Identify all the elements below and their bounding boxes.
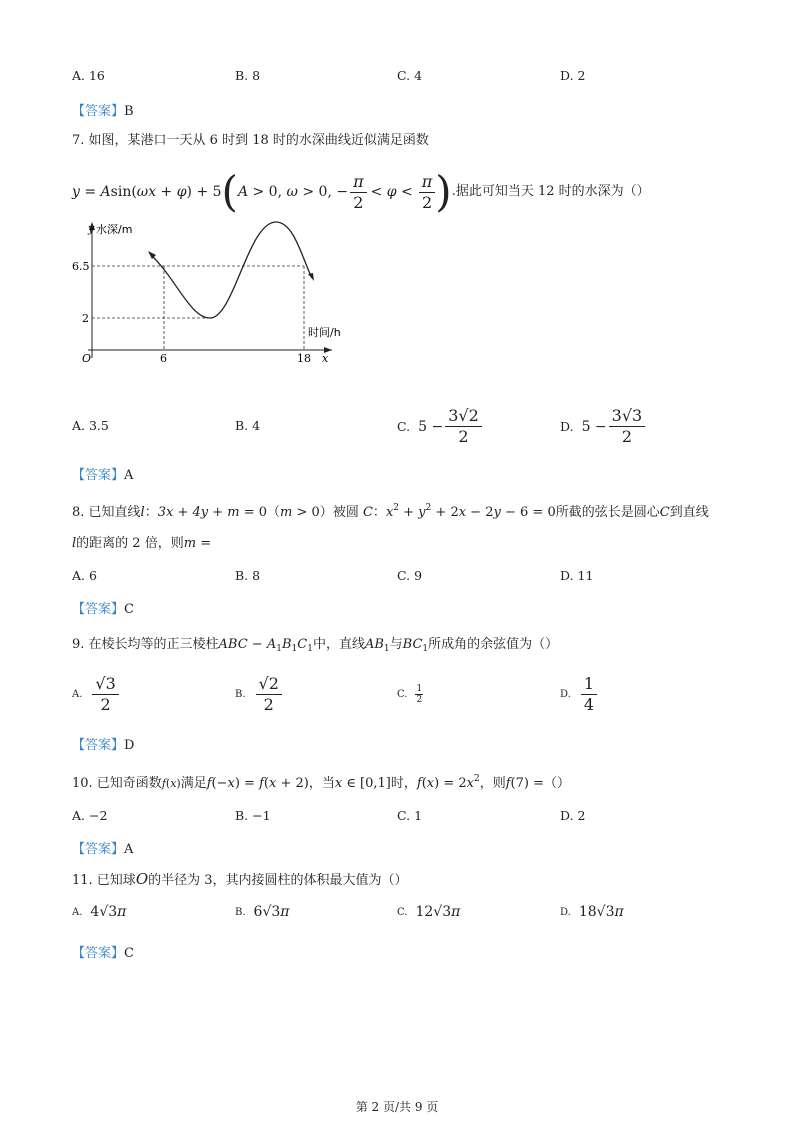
option-label: A. −2	[72, 808, 108, 823]
q9-option-d	[560, 674, 597, 715]
q7-formula: y = Asin(ωx + φ) + 5	[72, 184, 222, 200]
option-label: D. 2	[560, 68, 586, 83]
q7-stem-tail: .据此可知当天 12 时的水深为（）	[451, 184, 650, 199]
q9-prism: ABC − $A_1B_1C_1$	[218, 637, 313, 654]
q10-eq2: $f(x) = 2x^2$	[416, 774, 480, 791]
option-label: B. 4	[235, 418, 261, 433]
q7-option-c	[397, 406, 482, 447]
q11-answer	[72, 942, 134, 961]
q8-option-a	[72, 568, 97, 583]
answer-tag: 【答案】	[72, 602, 125, 617]
option-frac: $\frac{1}{2}$	[416, 684, 423, 705]
q7-option-a	[72, 418, 109, 433]
option-label: B. 8	[235, 568, 261, 583]
option-label: B. −1	[235, 808, 271, 823]
y-tick-low: 2	[82, 312, 89, 325]
q10-mid2: ，当	[308, 776, 335, 791]
q8-line2: 的距离的 2 倍，则	[76, 536, 184, 551]
option-label: C.	[397, 419, 411, 434]
paren-open: (	[221, 167, 238, 216]
q8-cond: （m > 0）	[267, 505, 333, 520]
q8-stem-line1	[72, 499, 709, 522]
answer-value: A	[124, 468, 134, 483]
q7-formula-line	[72, 167, 650, 216]
q8-circle-eq: $x^2 + y^2 + 2x - 2y - 6 = 0$	[385, 503, 556, 520]
q10-suffix: （）	[544, 776, 571, 791]
q7-option-b	[235, 418, 260, 433]
q9-option-a	[72, 674, 119, 715]
paren-close: )	[435, 167, 452, 216]
answer-value: C	[124, 946, 134, 961]
option-frac: $\frac{√3}{2}$	[92, 674, 118, 715]
answer-tag: 【答案】	[72, 946, 125, 961]
option-label: B.	[235, 689, 246, 700]
frac-pi-2: $\frac{\pi}{2}$	[419, 172, 436, 213]
q11-option-a	[72, 904, 126, 920]
option-label: A. 6	[72, 568, 97, 583]
answer-value: C	[124, 602, 134, 617]
q10-option-a	[72, 808, 107, 823]
q7-lt-phi: < φ <	[370, 184, 413, 200]
q8-colon2: ：	[372, 505, 386, 520]
q8-prefix: 8. 已知直线	[72, 505, 141, 520]
option-frac: $\frac{1}{4}$	[581, 674, 597, 715]
q9-mid2: 与	[389, 637, 403, 652]
q6-option-a	[72, 68, 105, 83]
answer-tag: 【答案】	[72, 842, 125, 857]
option-label: C.	[397, 689, 408, 700]
option-label: C.	[397, 906, 408, 918]
option-math: 5 −	[418, 418, 444, 435]
q10-option-d	[560, 808, 585, 823]
option-math: 18√3π	[578, 904, 624, 920]
q11-option-b	[235, 904, 289, 920]
q6-option-c	[397, 68, 422, 83]
curve-arrow-right	[308, 273, 314, 281]
x-axis-symbol: x	[322, 352, 329, 363]
answer-value: B	[124, 104, 134, 119]
y-tick-high: 6.5	[72, 260, 90, 273]
q8-line-eq: 3x + 4y + m = 0	[157, 505, 268, 520]
answer-value: D	[124, 738, 135, 753]
x-tick-left: 6	[160, 352, 167, 363]
origin-label: O	[82, 352, 92, 363]
option-label: C. 4	[397, 68, 423, 83]
q9-prefix: 9. 在棱长均等的正三棱柱	[72, 637, 219, 652]
q7-stem-line1: 7. 如图，某港口一天从 6 时到 18 时的水深曲线近似满足函数	[72, 133, 429, 148]
option-label: A. 16	[72, 68, 105, 83]
x-axis-label: 时间/h	[308, 326, 341, 339]
q8-answer	[72, 598, 134, 617]
q10-prefix: 10. 已知奇函数	[72, 776, 162, 791]
option-label: C. 1	[397, 808, 423, 823]
q9-answer	[72, 734, 134, 753]
q10-answer	[72, 838, 133, 857]
option-math: 6√3π	[253, 904, 290, 920]
q10-stem	[72, 770, 570, 793]
q8-mid3: 到直线	[669, 505, 709, 520]
water-depth-chart	[72, 218, 372, 363]
y-axis-symbol: y	[88, 222, 95, 235]
q9-bc1: $BC_1$	[402, 637, 429, 654]
q10-mid1: 满足	[180, 776, 207, 791]
answer-tag: 【答案】	[72, 468, 125, 483]
q8-option-d	[560, 568, 593, 583]
q6-answer	[72, 100, 134, 119]
q8-colon: ：	[144, 505, 158, 520]
option-label: A. 3.5	[72, 418, 109, 433]
q10-interval: x ∈ [0,1]	[334, 776, 391, 791]
option-frac: $\frac{3√2}{2}$	[445, 406, 482, 447]
q11-sphere-o: O	[135, 870, 149, 888]
option-label: B. 8	[235, 68, 261, 83]
x-tick-right: 18	[297, 352, 311, 363]
q7-option-d	[560, 406, 645, 447]
q11-option-d	[560, 904, 624, 920]
q8-m-eq: m =	[183, 536, 212, 551]
q10-fx: f(x)	[161, 777, 181, 790]
depth-curve	[150, 222, 312, 318]
option-label: D. 2	[560, 808, 586, 823]
q11-suffix: 的半径为 3，其内接圆柱的体积最大值为（）	[148, 873, 408, 888]
q8-center-c: C	[659, 505, 670, 520]
option-label: D.	[560, 689, 571, 700]
q8-circle-c: C	[358, 505, 373, 520]
answer-tag: 【答案】	[72, 104, 125, 119]
q8-mid2: 所截的弦长是圆心	[555, 505, 660, 520]
q8-line-l2: l	[72, 536, 77, 551]
q9-stem	[72, 636, 558, 658]
q11-option-c	[397, 904, 460, 920]
option-label: B.	[235, 906, 246, 918]
option-label: C. 9	[397, 568, 423, 583]
option-math: 4√3π	[90, 904, 127, 920]
frac-pi-2: $\frac{\pi}{2}$	[350, 172, 367, 213]
q10-mid4: ，则	[479, 776, 506, 791]
option-math: 5 −	[581, 418, 607, 435]
q9-option-c	[397, 684, 423, 705]
q9-ab1: $AB_1$	[364, 637, 390, 654]
q10-f7: f(7) =	[505, 776, 544, 791]
q6-option-b	[235, 68, 260, 83]
option-math: 12√3π	[415, 904, 461, 920]
option-label: D.	[560, 419, 574, 434]
q9-suffix: 所成角的余弦值为（）	[428, 637, 559, 652]
q10-option-b	[235, 808, 271, 823]
q6-option-d	[560, 68, 585, 83]
option-label: A.	[72, 689, 83, 700]
option-frac: $\frac{√2}{2}$	[256, 674, 282, 715]
q8-option-b	[235, 568, 260, 583]
y-axis-label: 水深/m	[96, 223, 133, 236]
page-footer: 第 2 页/共 9 页	[355, 1100, 439, 1114]
q11-prefix: 11. 已知球	[72, 873, 136, 888]
curve-arrow-left	[148, 251, 156, 259]
q11-stem	[72, 870, 408, 890]
q8-stem-line2	[72, 535, 211, 553]
q10-option-c	[397, 808, 422, 823]
q10-eq1: f(−x) = f(x + 2)	[206, 776, 309, 791]
q10-mid3: 时，	[390, 776, 417, 791]
q8-option-c	[397, 568, 422, 583]
q9-mid1: 中，直线	[312, 637, 365, 652]
option-label: D.	[560, 906, 571, 918]
answer-value: A	[124, 842, 134, 857]
q8-line-l: l	[140, 505, 145, 520]
option-frac: $\frac{3√3}{2}$	[609, 406, 646, 447]
option-label: A.	[72, 906, 83, 918]
q7-condition: A > 0, ω > 0, −	[237, 184, 349, 200]
answer-tag: 【答案】	[72, 738, 125, 753]
q9-option-b	[235, 674, 282, 715]
q8-mid1: 被圆	[332, 505, 359, 520]
q7-answer	[72, 464, 133, 483]
option-label: D. 11	[560, 568, 594, 583]
